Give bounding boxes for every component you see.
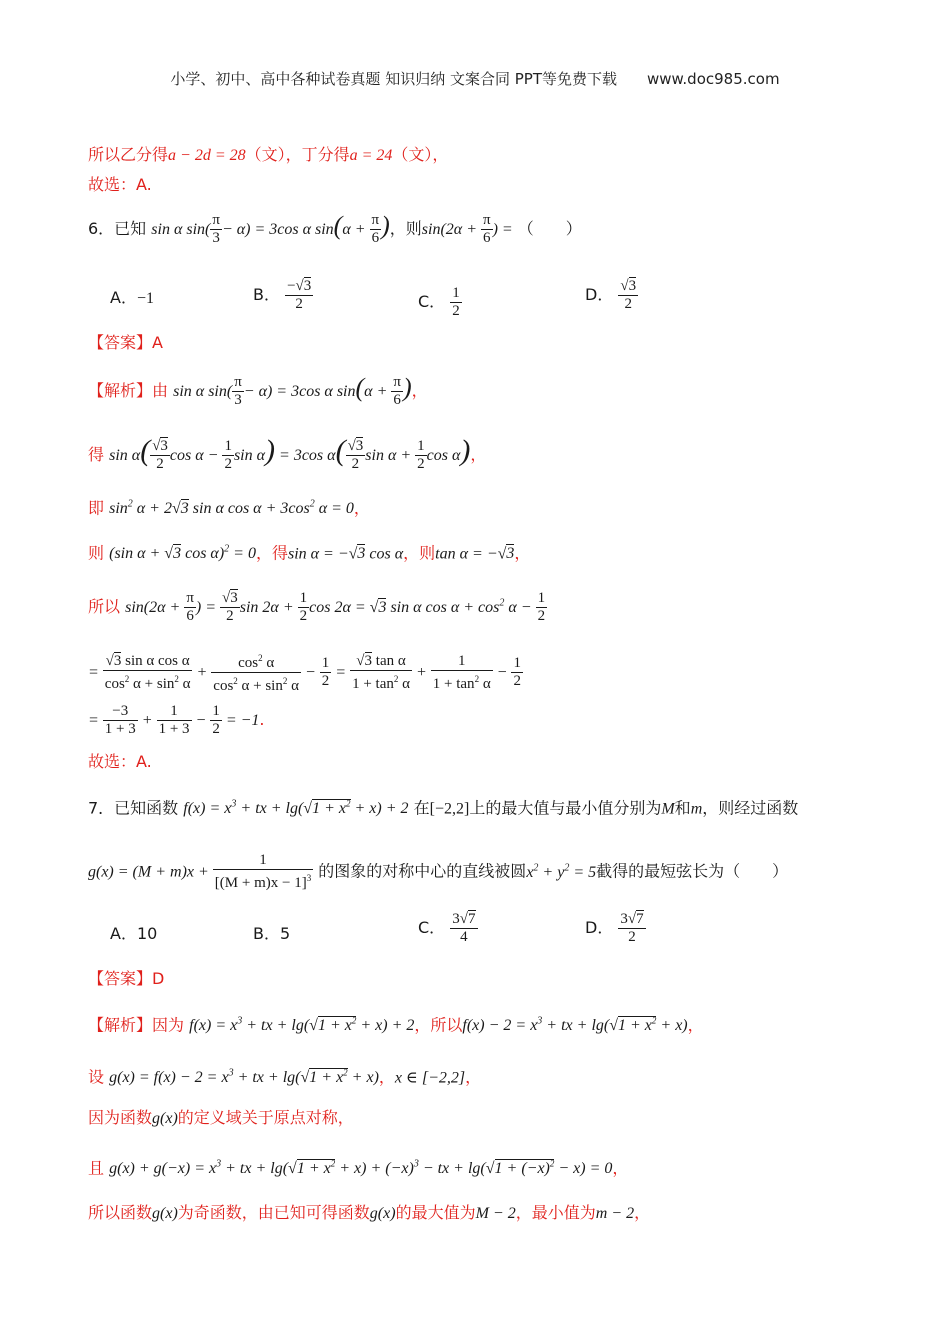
- q7-option-c: C． $\frac{3√7}{4}$: [418, 911, 476, 945]
- q7-analysis-5: 所以函数g(x)为奇函数，由已知可得函数g(x)的最大值为M − 2，最小值为m − 2，: [88, 1203, 651, 1222]
- q6-option-d: D． $\frac{√3}{2}$: [585, 278, 637, 312]
- page-header: 小学、初中、高中各种试卷真题 知识归纳 文案合同 PPT等免费下载 www.doc985.com: [170, 70, 780, 88]
- q6-analysis-4: 则 (sin α + √3 cos α)$^2$ = 0，得sin α = −√3 cos α，则tan α = −√3，: [88, 543, 531, 563]
- q6-choice: 故选：A.: [88, 752, 152, 771]
- q7-stem-1: 7．已知函数 $f(x) = x^3$ + tx + $\lg(√1 + x^2 + x) + 2$ 在[−2,2]上的最大值与最小值分别为M和m，则经过函数: [88, 798, 799, 818]
- q7-analysis-3: 因为函数g(x)的定义域关于原点对称，: [88, 1108, 354, 1127]
- prev-line: 所以乙分得a − 2d = 28（文），丁分得a = 24（文），: [88, 145, 449, 164]
- q6-analysis-3: 即 $\sin^2 \alpha + 2√3$ sin α $\cos \alpha + 3\cos^2$ α = 0，: [88, 498, 370, 518]
- q6-analysis-2: 得 sin α( $\frac{√3}{2}$ cos α − $\frac{1}{2}$ sin α) = 3cos α( $\frac{√3}{2}$ sin α + $\frac{1}{2}$ cos α)，: [88, 434, 487, 472]
- q6-option-a: A．−1: [110, 288, 154, 307]
- q6-stem: 6．已知 sin α sin( $\frac{\pi}{3}$ − α) = 3cos α sin(α + $\frac{\pi}{6}$ )，则sin(2α + $\frac{\pi}{6}$ ) = （ ）: [88, 211, 582, 246]
- q6-option-c: C． $\frac{1}{2}$: [418, 285, 460, 319]
- q7-option-d: D． $\frac{3√7}{2}$: [585, 911, 644, 945]
- q7-analysis-4: 且 $g(x) + g(-x) = x^3$ + tx + $\lg(√1 + x^2 + x) + (-x)^3$ − tx + $\lg(√1 + (-x)^2 - x) = 0$，: [88, 1158, 629, 1178]
- prev-choice: 故选：A.: [88, 175, 152, 194]
- q7-analysis-1: 【解析】因为 $f(x) = x^3$ + tx + $\lg(√1 + x^2 + x) + 2$，所以$f(x) - 2 = x^3$ + tx + $\lg(√1 + x^2 + x)$，: [88, 1015, 704, 1035]
- q7-answer: 【答案】D: [88, 969, 165, 988]
- q6-analysis-7: = $\frac{-3}{1 + 3}$ + $\frac{1}{1 + 3}$ − $\frac{1}{2}$ = −1.: [88, 703, 265, 737]
- q6-analysis-6: = $\frac{\text{√3 sin α cos α}}{\cos^2 \alpha + \sin^2 \alpha}$ + $\frac{\cos^2 \alpha}{\cos^2 \alpha + \sin^2 \alpha}$ − $\frac{1}{2}$ = $\frac{\text{√3 tan α}}{1 + \tan^2 \alpha}$ + $\frac{1}{1 + \tan^2 \alpha}$ − $\frac{1}{2}$: [88, 650, 523, 695]
- q7-option-b: B．5: [253, 924, 291, 943]
- q6-analysis-5: 所以 sin(2α + $\frac{\pi}{6}$ ) = $\frac{√3}{2}$ sin 2α + $\frac{1}{2}$ cos 2α = √3 sin α $\cos \alpha + \cos^2 \alpha$ − $\frac{1}{2}$: [88, 590, 546, 624]
- q6-analysis-1: 【解析】由 sin α sin( $\frac{\pi}{3}$ − α) = 3cos α sin(α + $\frac{\pi}{6}$ )，: [88, 373, 428, 408]
- q6-option-b: B． $\frac{-√3}{2}$: [253, 278, 312, 312]
- q7-option-a: A．10: [110, 924, 158, 943]
- q7-analysis-2: 设 $g(x) = f(x) - 2 = x^3$ + tx + $\lg(√1 + x^2 + x)$，x ∈ [−2,2]，: [88, 1067, 482, 1087]
- q7-stem-2: g(x) = (M + m)x + $\frac{1}{[(M + m)x - 1]^3}$ 的图象的对称中心的直线被圆$x^2 + y^2 = 5$截得的最短弦长为（ ）: [88, 852, 789, 891]
- q6-answer: 【答案】A: [88, 333, 163, 352]
